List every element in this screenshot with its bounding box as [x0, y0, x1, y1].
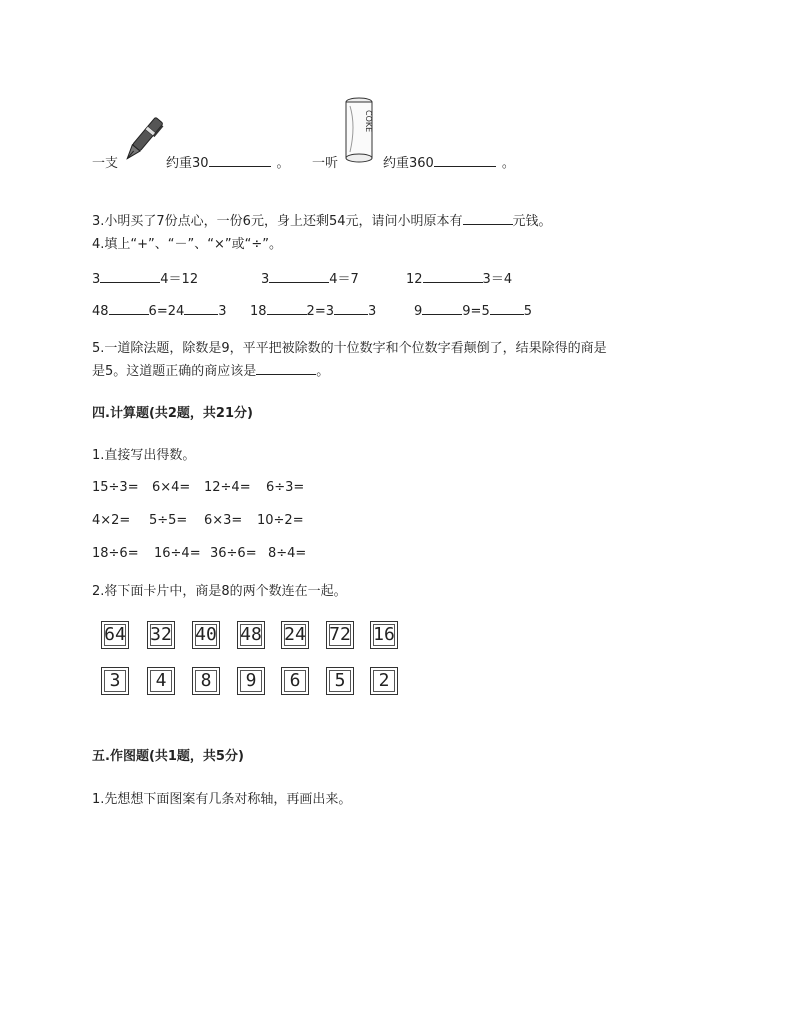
number-card[interactable]: 5: [326, 667, 354, 695]
section-5-question-1: 1.先想想下面图案有几条对称轴，再画出来。: [92, 792, 352, 807]
number-card[interactable]: 2: [370, 667, 398, 695]
can-label: COKE: [364, 110, 373, 133]
question-3: 3.小明买了7份点心，一份6元，身上还剩54元，请问小明原本有 元钱。: [92, 214, 552, 229]
q4-row1-item: 3 4＝12: [92, 272, 199, 287]
q4-row2-item: 9 9=5 5: [414, 304, 532, 319]
number-card[interactable]: 6: [281, 667, 309, 695]
number-card[interactable]: 8: [192, 667, 220, 695]
section-4-title: 四.计算题(共2题，共21分): [92, 406, 253, 421]
number-card[interactable]: 40: [192, 621, 220, 649]
section-4-question-2: 2.将下面卡片中，商是8的两个数连在一起。: [92, 584, 347, 599]
number-card[interactable]: 32: [147, 621, 175, 649]
section-5-title: 五.作图题(共1题，共5分): [92, 749, 244, 764]
can-prefix: 一听: [312, 156, 339, 171]
number-card[interactable]: 4: [147, 667, 175, 695]
number-card[interactable]: 24: [281, 621, 309, 649]
question-5-line1: 5.一道除法题，除数是9，平平把被除数的十位数字和个位数字看颠倒了，结果除得的商是: [92, 341, 607, 356]
can-weight: 约重360 。: [383, 156, 515, 171]
soda-can-icon: [342, 96, 376, 164]
answer-blank[interactable]: [209, 154, 271, 167]
number-card[interactable]: 9: [237, 667, 265, 695]
calc-row: 4×2= 5÷5= 6×3= 10÷2=: [92, 513, 304, 528]
calc-row: 15÷3= 6×4= 12÷4= 6÷3=: [92, 480, 305, 495]
number-card[interactable]: 16: [370, 621, 398, 649]
q4-row1-item: 3 4＝7: [261, 272, 359, 287]
calc-row: 18÷6= 16÷4= 36÷6= 8÷4=: [92, 546, 307, 561]
number-card[interactable]: 48: [237, 621, 265, 649]
pen-icon: [120, 112, 164, 170]
number-card[interactable]: 64: [101, 621, 129, 649]
answer-blank[interactable]: [434, 154, 496, 167]
answer-blank[interactable]: [463, 212, 513, 225]
number-card[interactable]: 3: [101, 667, 129, 695]
q4-row2-item: 18 2=3 3: [250, 304, 377, 319]
section-4-question-1: 1.直接写出得数。: [92, 448, 196, 463]
question-4: 4.填上“+”、“－”、“×”或“÷”。: [92, 237, 282, 252]
pen-prefix: 一支: [92, 156, 119, 171]
question-5-line2: 是5。这道题正确的商应该是 。: [92, 364, 330, 379]
number-card[interactable]: 72: [326, 621, 354, 649]
pen-weight: 约重30 。: [166, 156, 290, 171]
q4-row1-item: 12 3＝4: [406, 272, 513, 287]
answer-blank[interactable]: [256, 362, 316, 375]
q4-row2-item: 48 6=24 3: [92, 304, 227, 319]
